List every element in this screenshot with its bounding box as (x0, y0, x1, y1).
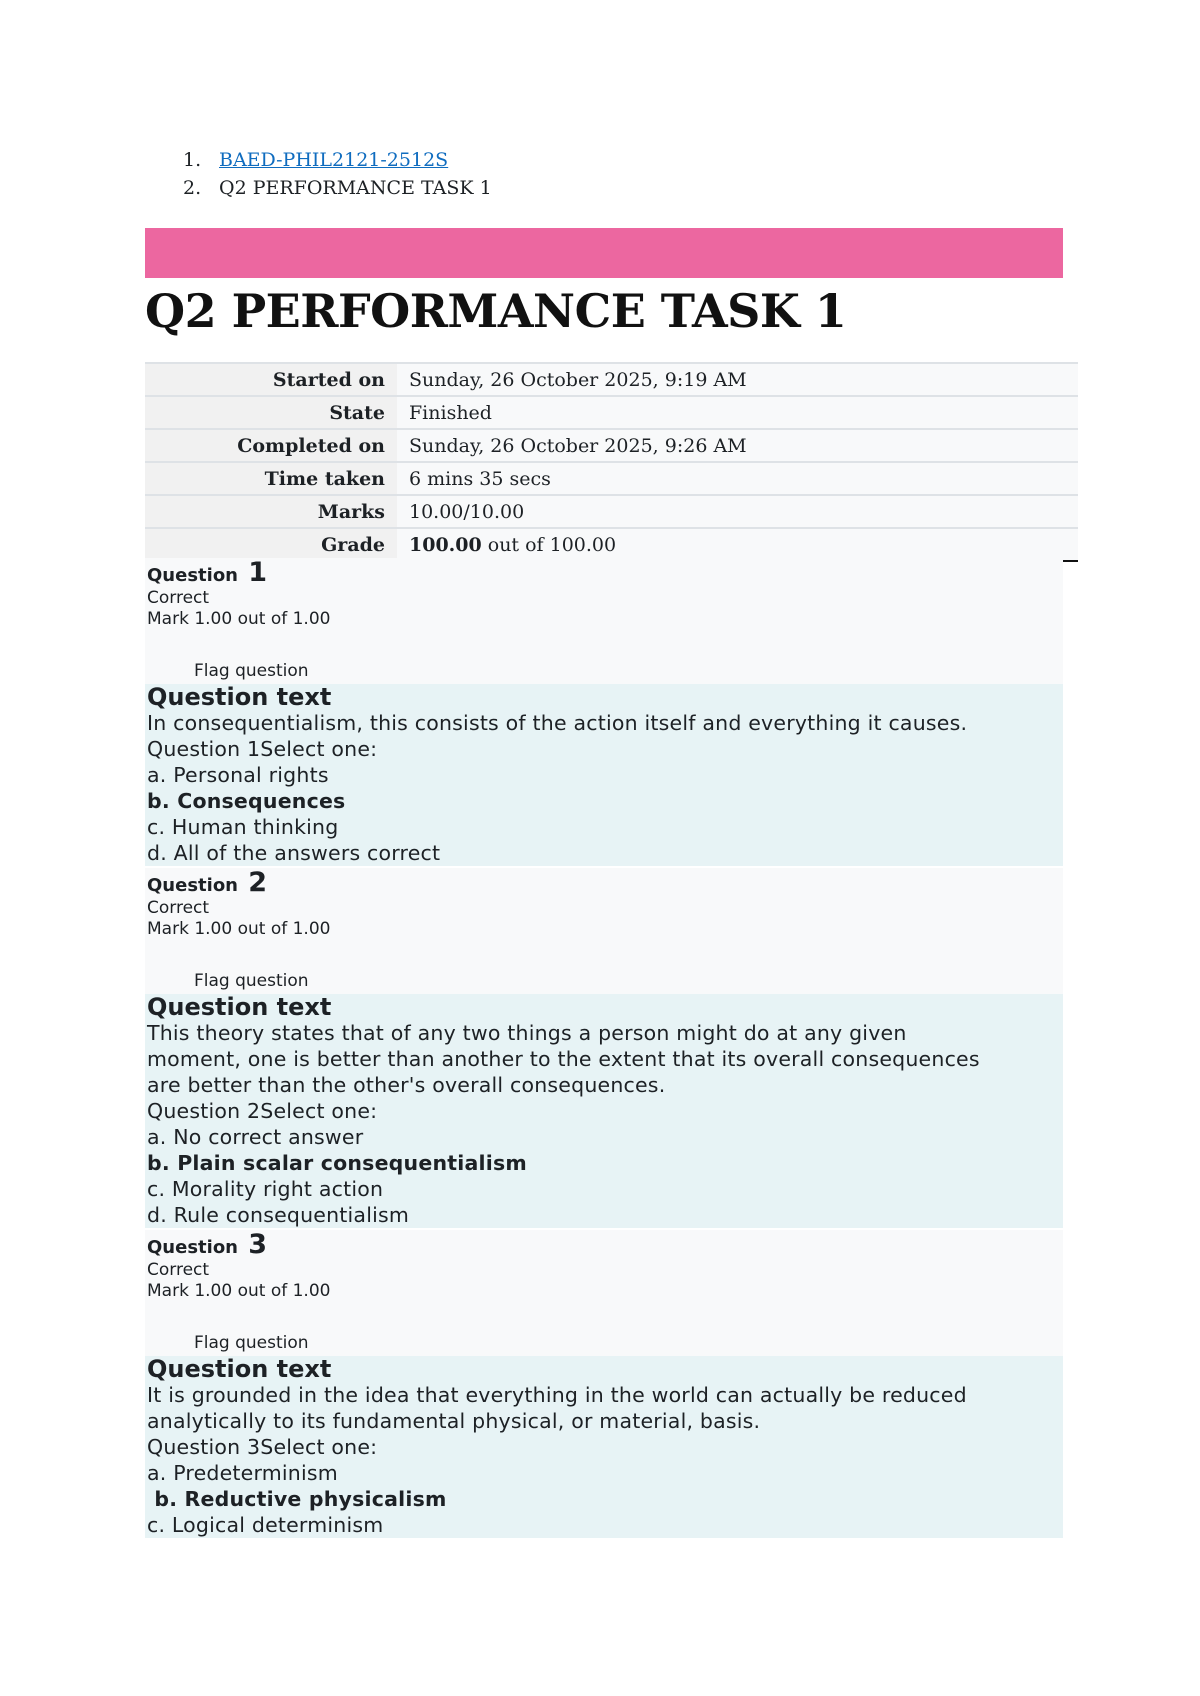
select-one-prompt: Question 1Select one: (147, 737, 378, 761)
question-label: Question (147, 565, 238, 586)
header-banner (145, 228, 1063, 278)
breadcrumb-item (145, 174, 492, 202)
question-content (145, 994, 1063, 1228)
breadcrumb-number: 1. (183, 149, 202, 171)
flag-question-link[interactable]: Flag question (194, 1333, 309, 1353)
breadcrumb-number: 2. (183, 177, 202, 199)
answer-option[interactable]: a. Predeterminism (147, 1461, 338, 1485)
question-content (145, 1356, 1063, 1538)
question-number (147, 558, 267, 591)
summary-row-grade (145, 528, 1078, 561)
answer-option[interactable]: a. No correct answer (147, 1125, 364, 1149)
flag-question-link[interactable]: Flag question (194, 661, 309, 681)
grade-suffix: out of 100.00 (481, 533, 617, 556)
question-content (145, 684, 1063, 866)
breadcrumb-current: Q2 PERFORMANCE TASK 1 (219, 177, 492, 199)
question-mark: Mark 1.00 out of 1.00 (147, 919, 331, 939)
question-label: Question (147, 875, 238, 896)
question-num: 2 (248, 867, 268, 898)
summary-label: Time taken (145, 462, 397, 495)
answer-option[interactable]: c. Human thinking (147, 815, 339, 839)
select-one-prompt: Question 3Select one: (147, 1435, 378, 1459)
summary-value: Sunday, 26 October 2025, 9:26 AM (397, 429, 1078, 462)
answer-option[interactable]: d. All of the answers correct (147, 841, 441, 865)
page-title: Q2 PERFORMANCE TASK 1 (145, 284, 847, 338)
question-num: 3 (248, 1229, 268, 1260)
question-text-line: This theory states that of any two things a person might do at any given (147, 1021, 907, 1045)
question-state: Correct (147, 1260, 210, 1280)
question-text-line: It is grounded in the idea that everything in the world can actually be reduced (147, 1383, 967, 1407)
summary-row-marks (145, 495, 1078, 528)
question-text: In consequentialism, this consists of the action itself and everything it causes. (147, 711, 968, 735)
answer-option[interactable]: a. Personal rights (147, 763, 329, 787)
summary-value: Sunday, 26 October 2025, 9:19 AM (397, 363, 1078, 396)
flag-question-link[interactable]: Flag question (194, 971, 309, 991)
question-mark: Mark 1.00 out of 1.00 (147, 609, 331, 629)
question-mark: Mark 1.00 out of 1.00 (147, 1281, 331, 1301)
grade-score: 100.00 (409, 533, 482, 556)
select-one-prompt: Question 2Select one: (147, 1099, 378, 1123)
answer-option[interactable]: c. Logical determinism (147, 1513, 384, 1537)
answer-option[interactable]: d. Rule consequentialism (147, 1203, 410, 1227)
question-text-heading: Question text (147, 1355, 332, 1383)
question-num: 1 (248, 557, 268, 588)
summary-label: Marks (145, 495, 397, 528)
question-info (145, 868, 1063, 994)
breadcrumb (145, 146, 492, 202)
summary-value (397, 528, 1078, 561)
summary-label: Started on (145, 363, 397, 396)
question-text-heading: Question text (147, 683, 332, 711)
summary-row-state (145, 396, 1078, 429)
question-number (147, 1230, 267, 1263)
summary-value: Finished (397, 396, 1078, 429)
question-text-line: moment, one is better than another to the extent that its overall consequences (147, 1047, 980, 1071)
question-text-heading: Question text (147, 993, 332, 1021)
breadcrumb-item[interactable] (145, 146, 492, 174)
question-state: Correct (147, 898, 210, 918)
answer-option-selected[interactable]: b. Plain scalar consequentialism (147, 1151, 527, 1175)
summary-row-started (145, 363, 1078, 396)
summary-label: Completed on (145, 429, 397, 462)
question-info (145, 558, 1063, 684)
question-info (145, 1230, 1063, 1356)
attempt-summary-table (145, 362, 1078, 562)
question-text-line: are better than the other's overall consequences. (147, 1073, 666, 1097)
summary-label: Grade (145, 528, 397, 561)
question-label: Question (147, 1237, 238, 1258)
answer-option-selected[interactable]: b. Reductive physicalism (147, 1487, 447, 1511)
question-number (147, 868, 267, 901)
summary-value: 6 mins 35 secs (397, 462, 1078, 495)
question-state: Correct (147, 588, 210, 608)
answer-option[interactable]: c. Morality right action (147, 1177, 384, 1201)
summary-label: State (145, 396, 397, 429)
question-text-line: analytically to its fundamental physical, or material, basis. (147, 1409, 761, 1433)
summary-value: 10.00/10.00 (397, 495, 1078, 528)
summary-row-time (145, 462, 1078, 495)
answer-option-selected[interactable]: b. Consequences (147, 789, 346, 813)
summary-row-completed (145, 429, 1078, 462)
breadcrumb-course-link[interactable]: BAED-PHIL2121-2512S (219, 149, 449, 171)
